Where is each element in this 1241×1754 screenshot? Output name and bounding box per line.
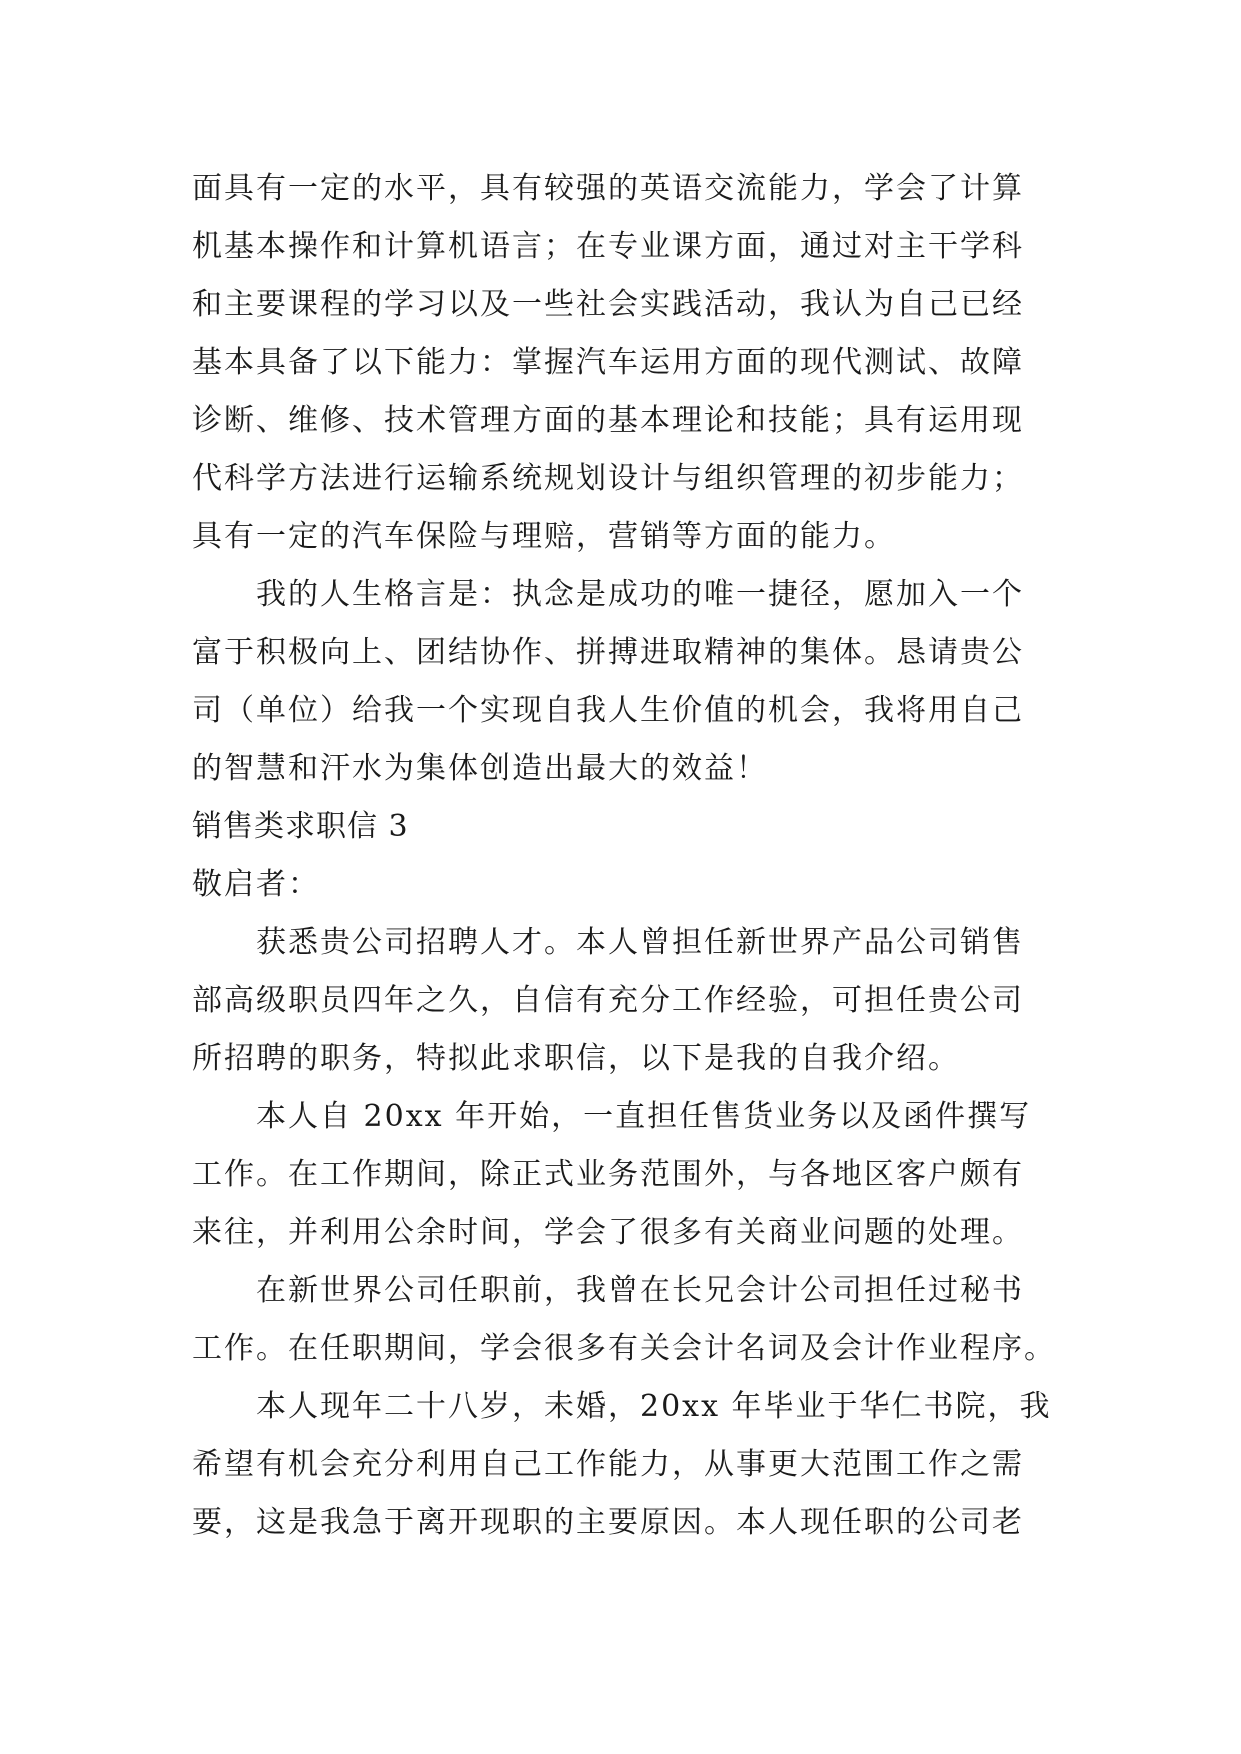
text-line: 司（单位）给我一个实现自我人生价值的机会，我将用自己 [192, 693, 1024, 728]
text-line: 代科学方法进行运输系统规划设计与组织管理的初步能力； [192, 461, 1024, 496]
text-line: 和主要课程的学习以及一些社会实践活动，我认为自己已经 [192, 287, 1024, 322]
text-line: 要，这是我急于离开现职的主要原因。本人现任职的公司老 [192, 1505, 1024, 1540]
text-line: 希望有机会充分利用自己工作能力，从事更大范围工作之需 [192, 1447, 1024, 1482]
section-title: 销售类求职信 3 [192, 809, 409, 844]
text-line: 面具有一定的水平，具有较强的英语交流能力，学会了计算 [192, 171, 1024, 206]
text-line: 工作。在任职期间，学会很多有关会计名词及会计作业程序。 [192, 1331, 1056, 1366]
text-line: 工作。在工作期间，除正式业务范围外，与各地区客户颇有 [192, 1157, 1024, 1192]
text-line: 本人现年二十八岁，未婚，20xx 年毕业于华仁书院，我 [256, 1389, 1052, 1424]
document-body [192, 160, 1056, 1552]
text-line: 部高级职员四年之久，自信有充分工作经验，可担任贵公司 [192, 983, 1024, 1018]
text-line: 在新世界公司任职前，我曾在长兄会计公司担任过秘书 [256, 1273, 1024, 1308]
paragraph-work-experience [192, 1088, 1052, 1262]
text-line: 来往，并利用公余时间，学会了很多有关商业问题的处理。 [192, 1215, 1024, 1250]
salutation: 敬启者： [192, 867, 320, 902]
text-line: 我的人生格言是：执念是成功的唯一捷径，愿加入一个 [256, 577, 1024, 612]
paragraph-introduction [192, 914, 1052, 1088]
text-line: 具有一定的汽车保险与理赔，营销等方面的能力。 [192, 519, 896, 554]
paragraph-previous-job [192, 1262, 1056, 1378]
text-line: 获悉贵公司招聘人才。本人曾担任新世界产品公司销售 [256, 925, 1024, 960]
text-line: 诊断、维修、技术管理方面的基本理论和技能；具有运用现 [192, 403, 1024, 438]
text-line: 富于积极向上、团结协作、拼搏进取精神的集体。恳请贵公 [192, 635, 1024, 670]
text-line: 本人自 20xx 年开始，一直担任售货业务以及函件撰写 [256, 1099, 1032, 1134]
text-line: 机基本操作和计算机语言；在专业课方面，通过对主干学科 [192, 229, 1024, 264]
paragraph-motto [192, 566, 1052, 798]
text-line: 所招聘的职务，特拟此求职信，以下是我的自我介绍。 [192, 1041, 960, 1076]
paragraph-personal-info [192, 1378, 1052, 1552]
paragraph-education-skills [192, 160, 1052, 566]
text-line: 的智慧和汗水为集体创造出最大的效益！ [192, 751, 768, 786]
text-line: 基本具备了以下能力：掌握汽车运用方面的现代测试、故障 [192, 345, 1024, 380]
